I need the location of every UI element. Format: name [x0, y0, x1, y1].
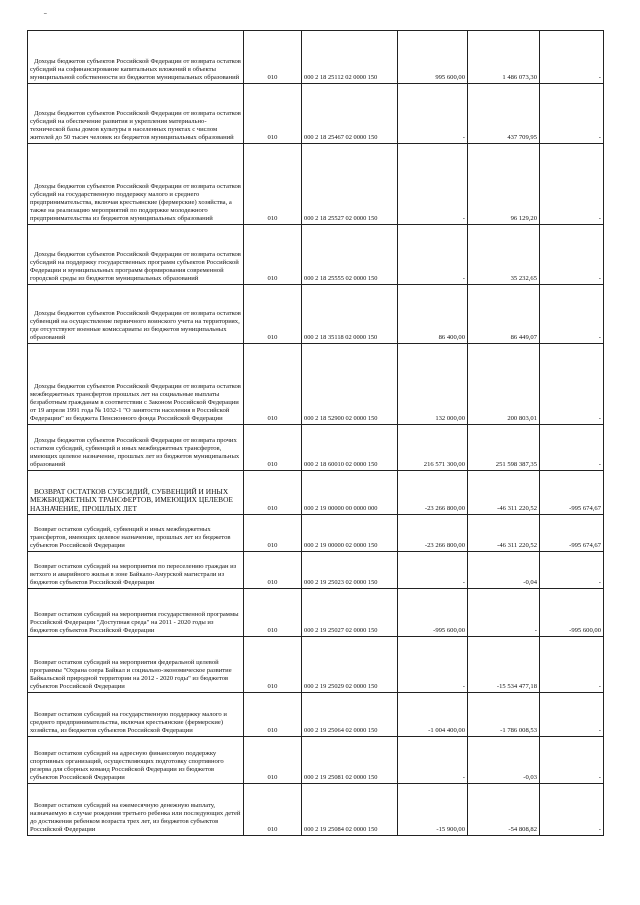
row-rest — [540, 344, 604, 425]
row-rest-text: - — [598, 414, 601, 422]
row-name-text: Доходы бюджетов субъектов Российской Федерации от возврата прочих остатков субсидий, субвенций и иных межбюджетных трансфертов, имеющих целевое назначение, прошлых лет из бюджетов муниципальных образований — [30, 436, 240, 468]
row-fact — [468, 515, 540, 552]
table-row — [28, 515, 604, 552]
row-name-text: Доходы бюджетов субъектов Российской Федерации от возврата остатков межбюджетных трансфертов прошлых лет на социальные выплаты безработным гражданам в соответствии с Законом Российской Федерации от 19 апреля 1991 года № 1032-1 "О занятости населения в Российской Федерации" из бюджета Пенсионного фонда Российской Федерации — [30, 382, 241, 422]
row-rest-text: -995 600,00 — [569, 626, 601, 634]
row-fact — [468, 84, 540, 144]
row-name — [28, 552, 244, 589]
row-plan-text: -23 266 800,00 — [424, 541, 465, 549]
row-rest — [540, 31, 604, 84]
row-kbk — [302, 784, 398, 836]
row-kbk-text: 000 2 18 35118 02 0000 150 — [304, 333, 378, 341]
row-fact — [468, 737, 540, 784]
row-plan-text: -1 004 400,00 — [428, 726, 465, 734]
row-fact — [468, 144, 540, 225]
row-code — [244, 84, 302, 144]
row-rest — [540, 515, 604, 552]
row-kbk-text: 000 2 19 00000 02 0000 150 — [304, 541, 378, 549]
row-rest — [540, 784, 604, 836]
table-row — [28, 589, 604, 637]
table-row — [28, 285, 604, 344]
row-name — [28, 589, 244, 637]
row-rest — [540, 737, 604, 784]
row-rest — [540, 693, 604, 737]
row-plan — [398, 737, 468, 784]
row-code-text: 010 — [267, 626, 278, 634]
row-code — [244, 471, 302, 515]
row-name — [28, 693, 244, 737]
row-name-text: Доходы бюджетов субъектов Российской Федерации от возврата остатков субсидий на государственную поддержку малого и среднего предпринимательства, включая крестьянские (фермерские) хозяйства, а также на реализацию мероприятий по поддержке молодежного предпринимательства из бюджетов муниципальных образований — [30, 182, 241, 222]
row-code-text: 010 — [267, 333, 278, 341]
row-rest-text: - — [598, 773, 601, 781]
row-code-text: 010 — [267, 214, 278, 222]
row-plan — [398, 225, 468, 285]
row-kbk — [302, 144, 398, 225]
row-fact-text: 96 129,20 — [510, 214, 537, 222]
row-rest — [540, 552, 604, 589]
row-plan-text: 132 000,00 — [435, 414, 465, 422]
row-plan-text: - — [462, 773, 465, 781]
row-plan — [398, 589, 468, 637]
row-code-text: 010 — [267, 773, 278, 781]
row-rest — [540, 285, 604, 344]
row-kbk-text: 000 2 19 25023 02 0000 150 — [304, 578, 378, 586]
row-plan — [398, 425, 468, 471]
table-row — [28, 84, 604, 144]
row-name — [28, 515, 244, 552]
row-code-text: 010 — [267, 541, 278, 549]
budget-report-table — [27, 30, 604, 836]
row-name — [28, 344, 244, 425]
row-name — [28, 471, 244, 515]
row-rest-text: -995 674,67 — [569, 541, 601, 549]
table-row — [28, 693, 604, 737]
row-rest-text: - — [598, 682, 601, 690]
row-code — [244, 515, 302, 552]
row-fact — [468, 552, 540, 589]
row-rest-text: - — [598, 333, 601, 341]
row-name — [28, 784, 244, 836]
row-name-text: Доходы бюджетов субъектов Российской Федерации от возврата остатков субвенций на осуществление первичного воинского учета на территориях, где отсутствуют военные комиссариаты из бюджетов муниципальных образований — [30, 309, 241, 341]
row-fact-text: -15 534 477,18 — [496, 682, 537, 690]
row-name — [28, 425, 244, 471]
row-kbk — [302, 84, 398, 144]
row-code — [244, 31, 302, 84]
row-fact-text: 251 598 387,35 — [495, 460, 537, 468]
row-plan — [398, 144, 468, 225]
row-plan-text: - — [462, 274, 465, 282]
row-plan — [398, 784, 468, 836]
row-code-text: 010 — [267, 578, 278, 586]
row-kbk-text: 000 2 19 25081 02 0000 150 — [304, 773, 378, 781]
row-kbk-text: 000 2 19 25084 02 0000 150 — [304, 825, 378, 833]
row-fact-text: 35 232,65 — [510, 274, 537, 282]
row-name — [28, 285, 244, 344]
row-kbk-text: 000 2 18 25527 02 0000 150 — [304, 214, 378, 222]
row-fact — [468, 589, 540, 637]
row-fact-text: 86 449,07 — [510, 333, 537, 341]
row-plan-text: - — [462, 133, 465, 141]
row-fact — [468, 344, 540, 425]
row-name-text: Возврат остатков субсидий на мероприятия по переселению граждан из ветхого и аварийного жилья в зоне Байкало-Амурской магистрали из бюджетов субъектов Российской Федерации — [30, 562, 237, 586]
row-rest-text: - — [598, 825, 601, 833]
row-kbk-text: 000 2 18 25555 02 0000 150 — [304, 274, 378, 282]
table-row — [28, 225, 604, 285]
row-plan-text: 995 600,00 — [435, 73, 465, 81]
row-fact — [468, 784, 540, 836]
row-fact — [468, 225, 540, 285]
table-row — [28, 784, 604, 836]
row-fact — [468, 31, 540, 84]
row-code — [244, 693, 302, 737]
row-fact-text: -0,03 — [523, 773, 537, 781]
table-row — [28, 31, 604, 84]
row-kbk — [302, 737, 398, 784]
row-rest-text: - — [598, 274, 601, 282]
row-code — [244, 144, 302, 225]
row-code-text: 010 — [267, 460, 278, 468]
row-code-text: 010 — [267, 825, 278, 833]
row-code-text: 010 — [267, 274, 278, 282]
table-row — [28, 344, 604, 425]
row-rest-text: - — [598, 73, 601, 81]
row-plan-text: - — [462, 578, 465, 586]
row-name-text: Доходы бюджетов субъектов Российской Федерации от возврата остатков субсидий на обеспечение развития и укрепления материально-технической базы домов культуры в населенных пунктах с числом жителей до 50 тысяч человек из бюджетов муниципальных образований — [30, 109, 241, 141]
row-code-text: 010 — [267, 726, 278, 734]
row-plan-text: - — [462, 214, 465, 222]
row-plan — [398, 515, 468, 552]
row-name-text: Возврат остатков субсидий на мероприятия федеральной целевой программы "Охрана озера Байкал и социально-экономическое развитие Байкальской природной территории на 2012 - 2020 годы" из бюджетов субъектов Российской Федерации — [30, 658, 232, 690]
row-kbk — [302, 552, 398, 589]
row-name-text: Возврат остатков субсидий на мероприятия государственной программы Российской Федерации "Доступная среда" на 2011 - 2020 годы из бюджетов субъектов Российской Федерации — [30, 610, 239, 634]
row-fact-text: 1 486 073,30 — [502, 73, 537, 81]
row-fact-text: 437 709,95 — [507, 133, 537, 141]
row-kbk — [302, 425, 398, 471]
row-plan-text: -23 266 800,00 — [424, 504, 465, 512]
row-fact — [468, 285, 540, 344]
row-fact-text: -54 808,82 — [508, 825, 537, 833]
row-fact-text: 200 803,01 — [507, 414, 537, 422]
row-kbk-text: 000 2 19 00000 00 0000 000 — [304, 504, 378, 512]
row-kbk — [302, 589, 398, 637]
row-kbk — [302, 515, 398, 552]
row-plan-text: -995 600,00 — [433, 626, 465, 634]
row-kbk-text: 000 2 18 52900 02 0000 150 — [304, 414, 378, 422]
row-kbk-text: 000 2 19 25029 02 0000 150 — [304, 682, 378, 690]
row-plan — [398, 637, 468, 693]
row-name-text: Доходы бюджетов субъектов Российской Федерации от возврата остатков субсидий на поддержку государственных программ субъектов Российской Федерации и муниципальных программ формирования современной городской среды из бюджетов муниципальных образований — [30, 250, 241, 282]
row-plan — [398, 31, 468, 84]
table-row — [28, 737, 604, 784]
row-rest — [540, 637, 604, 693]
row-kbk — [302, 471, 398, 515]
row-kbk-text: 000 2 18 25112 02 0000 150 — [304, 73, 378, 81]
row-code-text: 010 — [267, 682, 278, 690]
row-rest-text: - — [598, 460, 601, 468]
row-rest-text: - — [598, 578, 601, 586]
row-name — [28, 144, 244, 225]
row-fact — [468, 425, 540, 471]
row-rest — [540, 225, 604, 285]
row-fact — [468, 693, 540, 737]
scan-mark: ـ — [44, 6, 47, 16]
row-fact-text: - — [534, 626, 537, 634]
table-row — [28, 144, 604, 225]
row-rest — [540, 144, 604, 225]
row-name — [28, 225, 244, 285]
row-code-text: 010 — [267, 414, 278, 422]
row-plan-text: 216 571 300,00 — [423, 460, 465, 468]
row-name-text: Возврат остатков субсидий на адресную финансовую поддержку спортивных организаций, осуществляющих подготовку спортивного резерва для сборных команд Российской Федерации из бюджетов субъектов Российской Федерации — [30, 749, 224, 781]
row-plan — [398, 693, 468, 737]
row-code — [244, 225, 302, 285]
table-row — [28, 425, 604, 471]
row-kbk-text: 000 2 18 60010 02 0000 150 — [304, 460, 378, 468]
row-plan-text: 86 400,00 — [438, 333, 465, 341]
row-kbk — [302, 285, 398, 344]
row-fact-text: -46 311 220,52 — [497, 541, 537, 549]
row-rest-text: - — [598, 133, 601, 141]
row-plan — [398, 285, 468, 344]
row-plan — [398, 344, 468, 425]
row-code-text: 010 — [267, 73, 278, 81]
row-name — [28, 637, 244, 693]
row-name-text: Возврат остатков субсидий на ежемесячную денежную выплату, назначаемую в случае рождения третьего ребенка или последующих детей до достижения ребенком возраста трех лет, из бюджетов субъектов Российской Федерации — [30, 801, 241, 833]
row-fact-text: -1 786 008,53 — [500, 726, 537, 734]
row-code — [244, 552, 302, 589]
row-code-text: 010 — [267, 133, 278, 141]
row-name — [28, 31, 244, 84]
row-kbk-text: 000 2 19 25027 02 0000 150 — [304, 626, 378, 634]
row-kbk — [302, 637, 398, 693]
row-kbk — [302, 693, 398, 737]
row-rest — [540, 471, 604, 515]
row-plan-text: - — [462, 682, 465, 690]
row-fact-text: -0,04 — [523, 578, 537, 586]
row-plan — [398, 471, 468, 515]
row-kbk — [302, 344, 398, 425]
row-name-text: ВОЗВРАТ ОСТАТКОВ СУБСИДИЙ, СУБВЕНЦИЙ И ИНЫХ МЕЖБЮДЖЕТНЫХ ТРАНСФЕРТОВ, ИМЕЮЩИХ ЦЕЛЕВОЕ НАЗНАЧЕНИЕ, ПРОШЛЫХ ЛЕТ — [30, 486, 233, 513]
row-code — [244, 737, 302, 784]
row-name-text: Возврат остатков субсидий, субвенций и иных межбюджетных трансфертов, имеющих целевое назначение, прошлых лет из бюджетов субъектов Российской Федерации — [30, 525, 231, 549]
row-fact-text: -46 311 220,52 — [497, 504, 537, 512]
row-kbk — [302, 31, 398, 84]
row-rest-text: - — [598, 214, 601, 222]
table-row — [28, 637, 604, 693]
row-code — [244, 589, 302, 637]
row-plan — [398, 84, 468, 144]
row-rest — [540, 84, 604, 144]
row-rest-text: -995 674,67 — [569, 504, 601, 512]
row-rest — [540, 589, 604, 637]
row-kbk-text: 000 2 18 25467 02 0000 150 — [304, 133, 378, 141]
row-code — [244, 784, 302, 836]
row-code-text: 010 — [267, 504, 278, 512]
row-fact — [468, 637, 540, 693]
row-plan — [398, 552, 468, 589]
row-code — [244, 285, 302, 344]
table-row — [28, 552, 604, 589]
row-kbk — [302, 225, 398, 285]
row-name — [28, 84, 244, 144]
table-row — [28, 471, 604, 515]
row-name — [28, 737, 244, 784]
row-fact — [468, 471, 540, 515]
row-name-text: Возврат остатков субсидий на государственную поддержку малого и среднего предпринимательства, включая крестьянские (фермерские) хозяйства, из бюджетов субъектов Российской Федерации — [30, 710, 227, 734]
row-name-text: Доходы бюджетов субъектов Российской Федерации от возврата остатков субсидий на софинансирование капитальных вложений в объекты муниципальной собственности из бюджетов муниципальных образований — [30, 57, 241, 81]
row-kbk-text: 000 2 19 25064 02 0000 150 — [304, 726, 378, 734]
row-rest — [540, 425, 604, 471]
row-plan-text: -15 900,00 — [436, 825, 465, 833]
row-code — [244, 344, 302, 425]
row-code — [244, 425, 302, 471]
row-rest-text: - — [598, 726, 601, 734]
row-code — [244, 637, 302, 693]
